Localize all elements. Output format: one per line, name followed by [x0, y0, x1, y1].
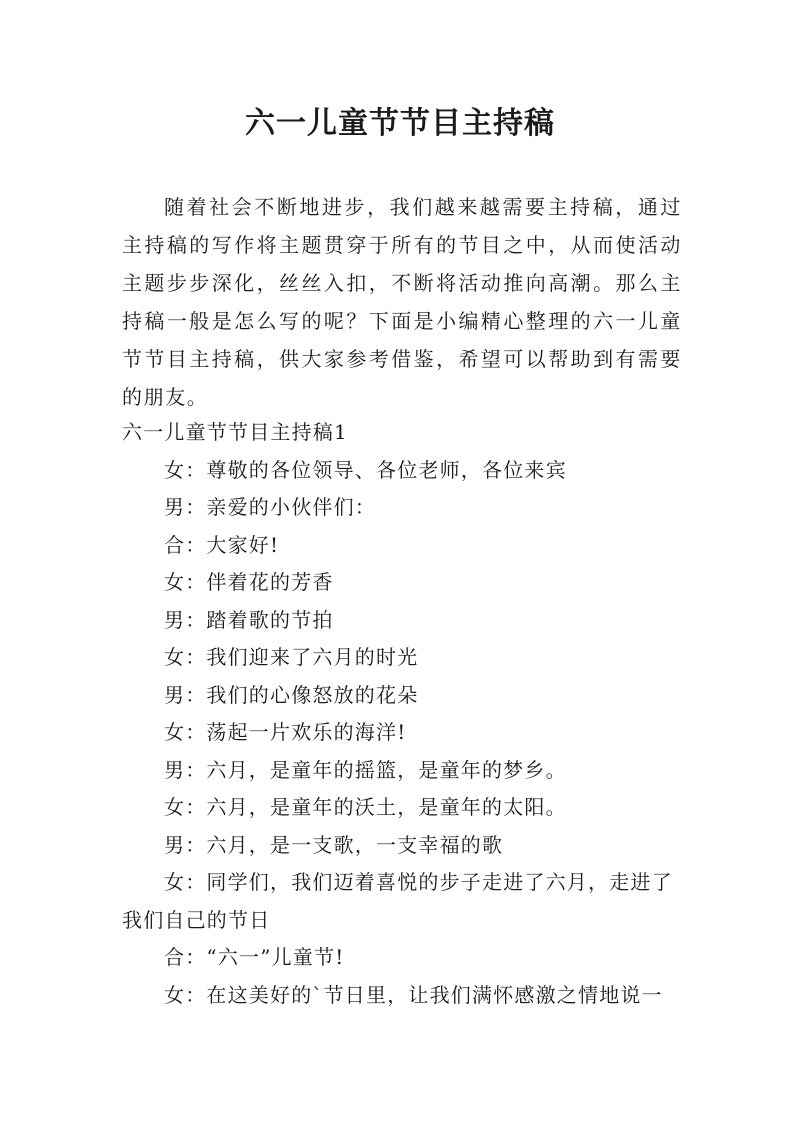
script-line: 男：六月，是童年的摇篮，是童年的梦乡。 [164, 757, 567, 782]
section-heading: 六一儿童节节目主持稿1 [122, 420, 348, 444]
script-line: 合：“六一”儿童节! [164, 945, 345, 969]
script-line: 女：荡起一片欢乐的海洋! [164, 720, 407, 744]
script-line: 男：我们的心像怒放的花朵 [164, 682, 419, 707]
host-script [122, 414, 682, 1014]
document-title: 六一儿童节节目主持稿 [245, 106, 555, 141]
script-line: 合：大家好! [164, 532, 280, 557]
script-line: 男：六月，是一支歌，一支幸福的歌 [164, 832, 504, 857]
script-line: 女：尊敬的各位领导、各位老师，各位来宾 [164, 457, 567, 482]
script-line: 女：同学们，我们迈着喜悦的步子走进了六月，走进了我们自己的节日 [122, 870, 673, 932]
script-line: 男：亲爱的小伙伴们： [164, 495, 376, 519]
intro-paragraph: 随着社会不断地进步，我们越来越需要主持稿，通过主持稿的写作将主题贯穿于所有的节目之中，从而使活动主题步步深化，丝丝入扣，不断将活动推向高潮。那么主持稿一般是怎么写的呢？下面是小编精心整理的六一儿童节节目主持稿，供大家参考借鉴，希望可以帮助到有需要的朋友。 [122, 195, 682, 409]
script-line: 女：在这美好的`节日里，让我们满怀感激之情地说一 [164, 982, 663, 1007]
script-line: 男：踏着歌的节拍 [164, 607, 334, 632]
script-line: 女：伴着花的芳香 [164, 570, 334, 594]
script-line: 女：我们迎来了六月的时光 [164, 645, 419, 669]
script-line: 女：六月，是童年的沃土，是童年的太阳。 [164, 795, 567, 819]
